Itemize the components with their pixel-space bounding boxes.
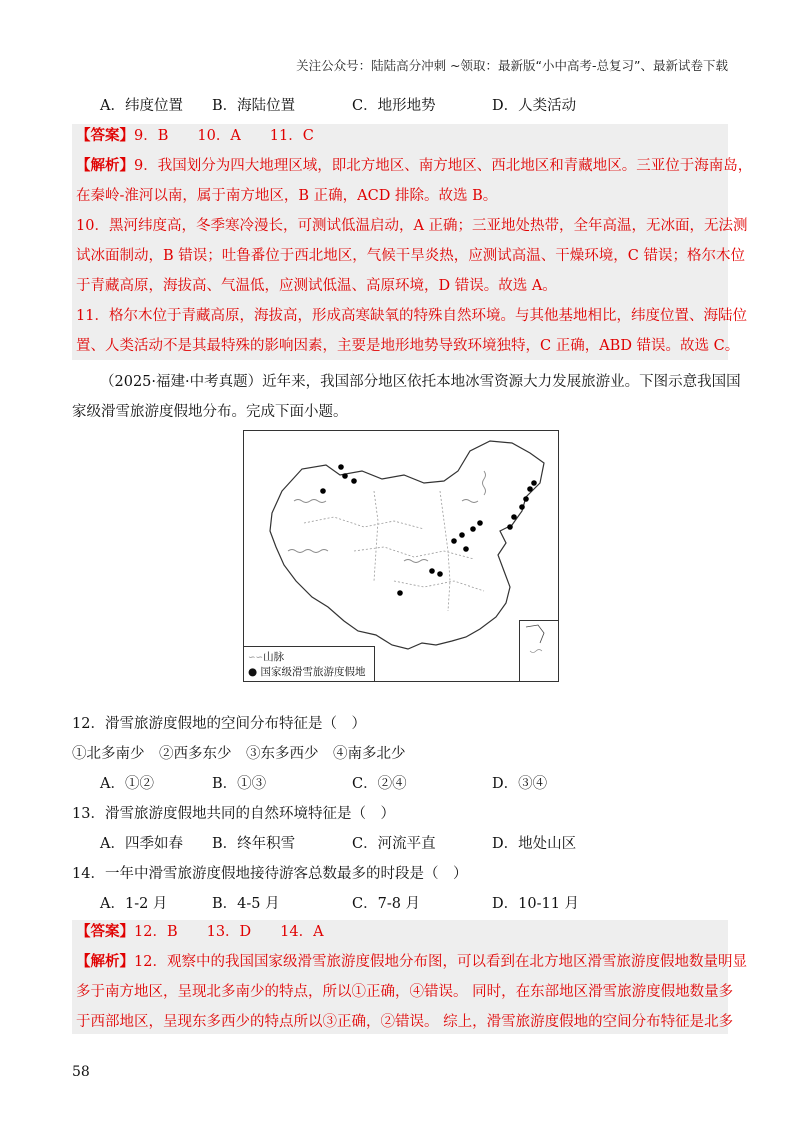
answer-tag: 【答案】 — [76, 127, 134, 144]
ski-resort-dot — [507, 524, 513, 530]
intro-line: 家级滑雪旅游度假地分布。完成下面小题。 — [72, 404, 348, 420]
ski-resort-dot — [519, 504, 525, 510]
ski-resort-dot — [320, 488, 326, 494]
q13-option-b: B．终年积雪 — [212, 836, 296, 852]
answer-block-12-14 — [72, 920, 747, 1034]
ski-resort-dot — [451, 538, 457, 544]
q12-option-d: D．③④ — [492, 776, 548, 792]
analysis-tag: 【解析】 — [76, 157, 134, 174]
mountain-symbol-icon: ∽∽ — [248, 653, 264, 663]
analysis-line: 10．黑河纬度高，冬季寒冷漫长，可测试低温启动，A 正确；三亚地处热带，全年高温，无冰面，无法测 — [76, 218, 748, 234]
map-legend — [244, 646, 375, 681]
country-border — [270, 441, 544, 649]
ski-resort-dot — [527, 486, 533, 492]
ski-resort-dot — [351, 478, 357, 484]
inset-outline — [520, 621, 558, 681]
legend-resort-label: 国家级滑雪旅游度假地 — [260, 666, 366, 678]
ski-resort-dot — [470, 526, 476, 532]
q14-option-d: D．10-11 月 — [492, 896, 580, 912]
analysis-tag: 【解析】 — [76, 953, 134, 970]
ski-resort-dot — [463, 546, 469, 552]
analysis-line — [76, 156, 752, 176]
ski-resort-map — [243, 430, 559, 682]
page-header: 关注公众号：陆陆高分冲刺 ~领取：最新版“小中高考-总复习”、最新试卷下载 — [296, 58, 728, 73]
answer-text: 12．B 13．D 14．A — [134, 924, 324, 940]
q14-option-c: C．7-8 月 — [352, 896, 421, 912]
q13-option-a: A．四季如春 — [100, 836, 183, 852]
south-china-sea-inset — [519, 620, 558, 681]
q13-stem: 13．滑雪旅游度假地共同的自然环境特征是（ ） — [72, 806, 395, 822]
china-map-outline — [244, 431, 558, 681]
analysis-text: 12．观察中的我国国家级滑雪旅游度假地分布图，可以看到在北方地区滑雪旅游度假地数量明显 — [134, 954, 747, 970]
inset-coast — [526, 625, 544, 643]
analysis-line: 多于南方地区，呈现北多南少的特点，所以①正确，④错误。 同时，在东部地区滑雪旅游度假地数量多 — [76, 984, 734, 1000]
analysis-line: 于青藏高原，海拔高、气温低，应测试低温、高原环境，D 错误。故选 A。 — [76, 278, 557, 294]
q12-option-c: C．②④ — [352, 776, 407, 792]
q14-option-a: A．1-2 月 — [100, 896, 168, 912]
q12-stem: 12．滑雪旅游度假地的空间分布特征是（ ） — [72, 716, 366, 732]
ski-resort-dot — [437, 571, 443, 577]
legend-mountain-row — [248, 649, 284, 664]
intro-line: （2025·福建·中考真题）近年来，我国部分地区依托本地冰雪资源大力发展旅游业。下图示意我国国 — [100, 374, 741, 390]
analysis-line — [76, 952, 747, 972]
analysis-line: 在秦岭-淮河以南，属于南方地区，B 正确，ACD 排除。故选 B。 — [76, 188, 498, 204]
ski-resort-dot — [338, 464, 344, 470]
analysis-line: 试冰面制动，B 错误；吐鲁番位于西北地区，气候干旱炎热，应测试高温、干燥环境，C 错误；格尔木位 — [76, 248, 745, 264]
q11-option-c: C．地形地势 — [352, 98, 436, 114]
analysis-line: 于西部地区，呈现东多西少的特点所以③正确，②错误。 综上，滑雪旅游度假地的空间分布特征是北多 — [76, 1014, 734, 1030]
ski-resort-dot — [397, 590, 403, 596]
answer-block-9-11 — [72, 124, 753, 360]
ski-resort-dot — [342, 473, 348, 479]
page-number: 58 — [72, 1064, 90, 1080]
q13-option-d: D．地处山区 — [492, 836, 577, 852]
answer-text: 9．B 10．A 11．C — [134, 128, 314, 144]
q11-option-b: B．海陆位置 — [212, 98, 296, 114]
legend-resort-row — [248, 664, 366, 679]
q11-option-d: D．人类活动 — [492, 98, 577, 114]
q11-option-a: A．纬度位置 — [100, 98, 183, 114]
ski-resort-dot — [523, 496, 529, 502]
ski-resort-dot — [477, 520, 483, 526]
answer-line — [76, 126, 314, 146]
q12-items: ①北多南少 ②西多东少 ③东多西少 ④南多北少 — [72, 746, 406, 762]
q12-option-b: B．①③ — [212, 776, 267, 792]
legend-mountain-label: 山脉 — [263, 651, 285, 663]
q14-option-b: B．4-5 月 — [212, 896, 280, 912]
ski-resort-dot — [429, 568, 435, 574]
dot-symbol-icon: ● — [248, 666, 258, 678]
analysis-text: 9．我国划分为四大地理区域，即北方地区、南方地区、西北地区和青藏地区。三亚位于海南岛， — [134, 158, 753, 174]
q12-option-a: A．①② — [100, 776, 154, 792]
analysis-line: 置、人类活动不是其最特殊的影响因素，主要是地形地势导致环境独特，C 正确，ABD 错误。故选 C。 — [76, 338, 740, 354]
q13-option-c: C．河流平直 — [352, 836, 436, 852]
answer-line — [76, 922, 324, 942]
answer-tag: 【答案】 — [76, 923, 134, 940]
ski-resort-dot — [459, 532, 465, 538]
ski-resort-dot — [511, 514, 517, 520]
q14-stem: 14．一年中滑雪旅游度假地接待游客总数最多的时段是（ ） — [72, 866, 468, 882]
analysis-line: 11．格尔木位于青藏高原，海拔高，形成高寒缺氧的特殊自然环境。与其他基地相比，纬度位置、海陆位 — [76, 308, 747, 324]
inset-islands — [530, 650, 542, 653]
ski-resort-dot — [531, 480, 537, 486]
